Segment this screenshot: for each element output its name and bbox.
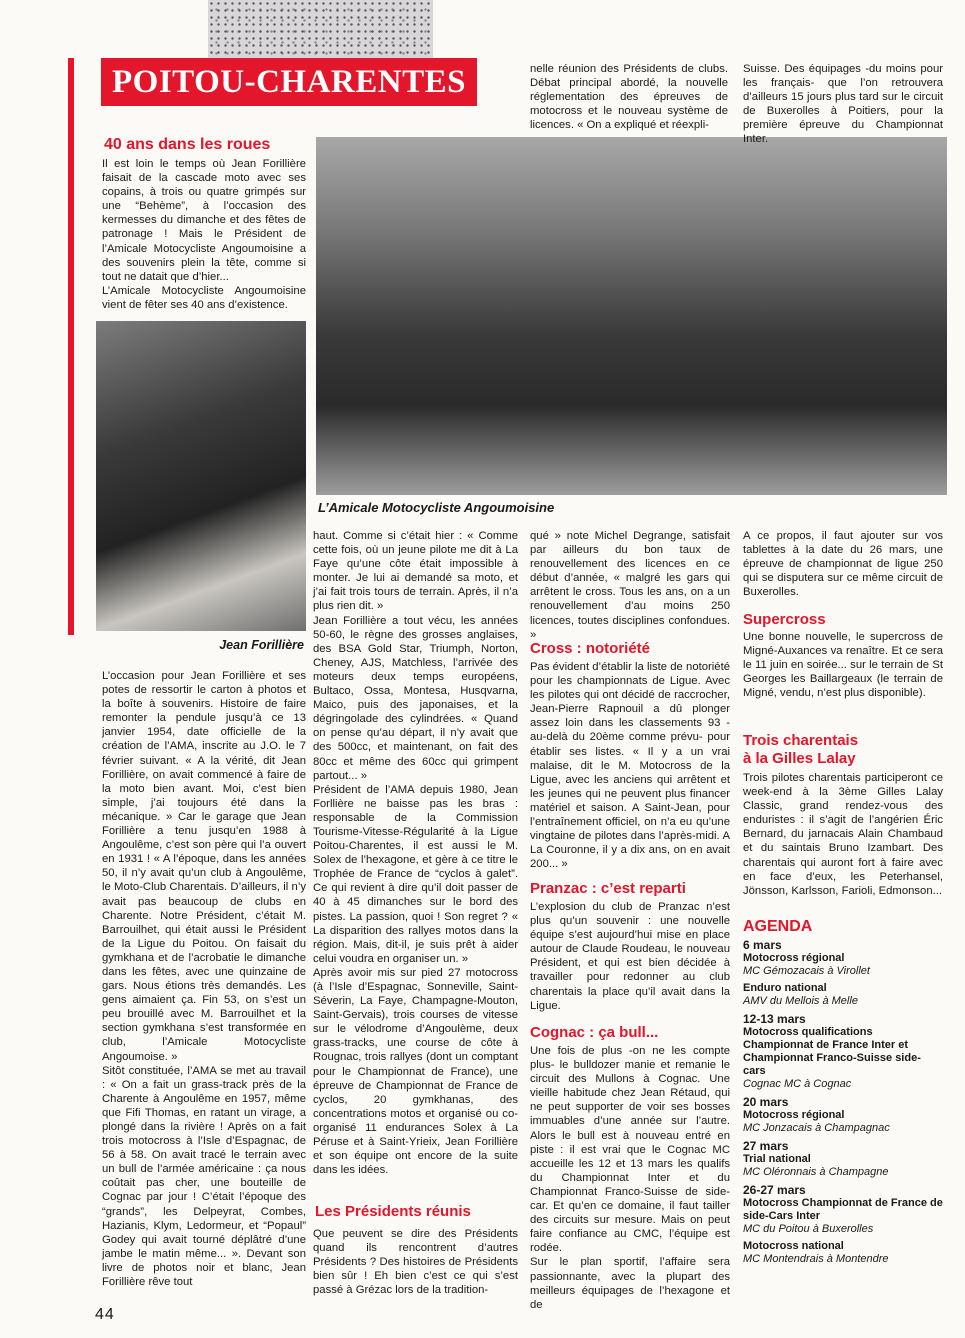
agenda-event: Motocross régional — [743, 952, 845, 964]
col1-heading: 40 ans dans les roues — [104, 136, 271, 153]
section-banner: POITOU-CHARENTES — [101, 58, 477, 106]
agenda-club: Cognac MC à Cognac — [743, 1078, 852, 1090]
agenda-event: Enduro national — [743, 982, 827, 994]
photo-small-caption: Jean Forillière — [219, 638, 304, 652]
presidents-body: Que peuvent se dire des Présidents quand ils rencontrent d’autres Présidents ? Des histoires de Présidents bien sûr ! Eh bien c’est ce qui s’est passé à Grézac lors de la tradition- — [313, 1228, 518, 1297]
agenda-heading: AGENDA — [743, 918, 813, 935]
agenda-club: AMV du Mellois à Melle — [743, 995, 858, 1007]
agenda-item — [743, 982, 943, 1008]
cognac-heading: Cognac : ça bull... — [530, 1024, 659, 1041]
presidents-heading: Les Présidents réunis — [315, 1203, 471, 1220]
agenda-club: MC Jonzacais à Champagnac — [743, 1122, 890, 1134]
agenda-date: 20 mars — [743, 1095, 789, 1109]
agenda-date: 26-27 mars — [743, 1183, 806, 1197]
agenda-list — [743, 938, 943, 1266]
agenda-item — [743, 1139, 943, 1179]
agenda-item — [743, 1095, 943, 1135]
agenda-item — [743, 1012, 943, 1091]
photo-large-caption: L’Amicale Motocycliste Angoumoisine — [318, 500, 555, 515]
trois-heading-2: à la Gilles Lalay — [743, 750, 856, 767]
col2-body: haut. Comme si c’était hier : « Comme cette fois, où un jeune pilote me dit à La Faye qu’une côte était impossible à monter. Je lui ai demandé sa moto, et j’ai fait trois tours de terrain. Après, il n’a plus rien dit. » Jean Forillière a tout vécu, les années 50-60, le règne des grosses anglaises, des BSA Gold Star, Triumph, Norton, Cheney, AJS, Matchless, l’arrivée des moteurs deux temps européens, Bultaco, Ossa, Montesa, Husqvarna, Maico, puis des japonaises, et la dégringolade des cylindrées. « Quand on pense qu’au départ, il n’y avait que des 500cc, et maintenant, on fait des 80cc et même des 60cc qui grimpent partout... » Président de l’AMA depuis 1980, Jean Forllière ne baisse pas les bras : responsable de la Commission Tourisme-Vitesse-Régularité à la Ligue Poitou-Charentes, il est aussi le M. Solex de l’hexagone, et gère à ce titre le Trophée de France de “cyclos à galet”. Ce qui revient à dire qu’il doit passer de 40 à 45 dimanches sur le bord des pistes. La passion, quoi ! Son regret ? « La disparition des rallyes motos dans la région. Mais, dit-il, je suis prêt à aider celui voudra en organiser un. » Après avoir mis sur pied 27 motocross (à l’Isle d’Espagnac, Sonneville, Saint-Séverin, La Faye, Champagne-Mouton, Saint-Gervais), trois courses de vitesse sur le vélodrome d’Angoulème, deux grass-tracks, une course de côte à Rougnac, trois rallyes (dont un comptant pour le Championnat de France), une épreuve de Championnat de France de cyclos, 20 gymkhanas, des concentrations motos et organisé ou co-organisé 11 endurances Solex à La Péruse et à Saint-Yrieix, Jean Forillière et son équipe ont encore de la suite dans les idées. — [313, 530, 518, 1177]
pranzac-heading: Pranzac : c’est reparti — [530, 880, 686, 897]
agenda-club: MC Gémozacais à Virollet — [743, 965, 870, 977]
trois-heading-1: Trois charentais — [743, 732, 859, 749]
col4-body: A ce propos, il faut ajouter sur vos tablettes à la date du 26 mars, une épreuve de championnat de ligue 250 qui se disputera sur ce même circuit de Buxerolles. — [743, 530, 943, 599]
cross-body: Pas évident d’établir la liste de notoriété pour les championnats de Ligue. Avec les pilotes qui ont décidé de raccrocher, Jean-Pierre Rapnouil a dû plonger assez loin dans les classements 93 -au-delà du 20ème comme prévu- pour établir ses listes. « Il y a un vrai malaise, dit le M. Motocross de la Ligue, avec les anciens qui arrêtent et les jeunes qui ne peuvent plus financer matériel et saison. A Saint-Jean, pour l’entraînement officiel, on n’a eu qu’une vingtaine de pilotes dans l’après-midi. A La Couronne, il y a dix ans, on en avait 200... » — [530, 661, 730, 871]
col3-top: nelle réunion des Présidents de clubs. Débat principal abordé, la nouvelle réglementation des épreuves de motocross et le nouveau système de licences. « On a expliqué et réexpli- — [530, 63, 728, 132]
agenda-item — [743, 1183, 943, 1236]
cross-heading: Cross : notoriété — [530, 640, 651, 657]
page-number: 44 — [95, 1306, 115, 1323]
col4-top: Suisse. Des équipages -du moins pour les français- que l’on retrouvera d’ailleurs 15 jours plus tard sur le circuit de Buxerolles à Poitiers, pour la première épreuve du Championnat Inter. — [743, 63, 943, 146]
header-texture — [208, 0, 433, 60]
photo-amicale-group — [316, 137, 947, 495]
agenda-item — [743, 1240, 943, 1266]
agenda-club: MC Oléronnais à Champagne — [743, 1166, 889, 1178]
agenda-event: Trial national — [743, 1153, 811, 1165]
trois-body: Trois pilotes charentais participeront ce week-end à la 3ème Gilles Lalay Classic, grand rendez-vous des enduristes : il s’agit de l’angérien Éric Bernard, du jarnacais Alain Chambaud et du saintais Bruno Izambart. Des charentais qui auront fort à faire avec en face d’eux, les Peterhansel, Jönsson, Karlsson, Farioli, Edmonson... — [743, 772, 943, 897]
red-side-bar — [68, 58, 74, 635]
cognac-body: Une fois de plus -on ne les compte plus- le bulldozer manie et remanie le circuit des Mullons à Cognac. Une vieille habitude chez Jean Rétaud, qui ne peut supporter de voir ses bosses immuables d’une année sur l’autre. Alors le bull est à nouveau entré en piste : il est vrai que le Cognac MC accueille les 12 et 13 mars les qualifs du Championnat Inter et du Championnat Franco-Suisse de side-car. Et qu’en ce domaine, il faut tailler des circuits sur mesure. Mais on peut faire confiance au CMC, l’équipe est rodée. Sur le plan sportif, l’affaire sera passionnante, avec la plupart des meilleurs équipages de l’hexagone et de — [530, 1045, 730, 1311]
supercross-body: Une bonne nouvelle, le supercross de Migné-Auxances va renaître. Et ce sera le 11 juin en soirée... sur le terrain de St Georges les Baillargeaux (le terrain de Migné, vendu, n’est plus disponible). — [743, 631, 943, 700]
agenda-event: Motocross qualifications Championnat de France Inter et Championnat Franco-Suisse side-cars — [743, 1026, 921, 1077]
agenda-club: MC du Poitou à Buxerolles — [743, 1223, 874, 1235]
agenda-event: Motocross régional — [743, 1109, 845, 1121]
col1-body: L’occasion pour Jean Forillière et ses potes de ressortir le carton à photos et la boîte à souvenirs. Histoire de faire remonter la pendule jusqu’à ce 13 janvier 1954, date officielle de la création de l’AMA, inscrite au J.O. le 7 février suivant. « A la vérité, dit Jean Forillière, on avait commencé à faire de la moto bien avant. Moi, c’est bien simple, j’ai toujours été dans la mécanique. » Car le garage que Jean Forillière a tenu jusqu’en 1988 à Angoulême, c’est son père qui l’a ouvert en 1931 ! « A l’époque, dans les années 50, il n’y avait qu’un club à Angoulême, le Moto-Club Charentais. D’ailleurs, il n’y avait pas beaucoup de clubs en Charente. Notre Président, c’était M. Barrouilhet, qui était aussi le Président de la Ligue du Poitou. On faisait du gymkhana et de l’acrobatie le dimanche dans les fêtes, avec une quinzaine de gars. Nous étions très demandés. Les gens aimaient ça. Fin 53, on s’est un peu brouillé avec M. Barrouilhet et la section gymkhana s’est transformée en club, l’Amicale Motocycliste Angoumoise. » Sitôt constituée, l’AMA se met au travail : « On a fait un grass-track près de la Charente à Angoulême en 1957, même que Fifi Thomas, en ratant un virage, a plongé dans la rivière ! Après on a fait trois motocross à l’Isle d’Espagnac, de 56 à 58. On avait tracé le terrain avec un bull de l’armée américaine : ça nous coûtait pas cher, une bouteille de Cognac par jour ! C’était l’époque des “grands”, les Delpeyrat, Combes, Hazianis, Klym, Ledormeur, et “Popaul” Godey qui avait tourné déplâtré d’une jambe le matin même... ». Devant son livre de photos noir et blanc, Jean Forillière rêve tout — [102, 670, 306, 1289]
agenda-event: Motocross national — [743, 1240, 844, 1252]
col3-body: qué » note Michel Degrange, satisfait par ailleurs du bon taux de renouvellement des licences en ce début d’année, « malgré les gars qui arrêtent le cross. Tous les ans, on a un renouvellement d’au moins 250 licences, toutes disciplines confondues. » — [530, 530, 730, 641]
agenda-club: MC Montendrais à Montendre — [743, 1253, 889, 1265]
pranzac-body: L’explosion du club de Pranzac n’est plus qu’un souvenir : une nouvelle équipe s’est aujourd’hui mise en place autour de Claude Roudeau, le nouveau Président, et qui est bien décidée à travailler pour redonner au club charentais la place qu’il avait dans la Ligue. — [530, 901, 730, 1012]
photo-jean-forilliere — [96, 321, 306, 631]
agenda-date: 6 mars — [743, 938, 782, 952]
agenda-date: 27 mars — [743, 1139, 789, 1153]
supercross-heading: Supercross — [743, 611, 826, 628]
col1-intro: Il est loin le temps où Jean Forillière faisait de la cascade moto avec ses copains, à trois ou quatre grimpés sur une “Behème”, à l’occasion des kermesses du dimanche et des fêtes de patronage ! Mais le Président de l’Amicale Motocycliste Angoumoisine a des souvenirs plein la tête, comme si tout ne datait que d’hier... L’Amicale Motocycliste Angoumoisine vient de fêter ses 40 ans d’existence. — [102, 158, 306, 311]
agenda-item — [743, 938, 943, 978]
agenda-event: Motocross Championnat de France de side-Cars Inter — [743, 1197, 943, 1222]
agenda-date: 12-13 mars — [743, 1012, 806, 1026]
